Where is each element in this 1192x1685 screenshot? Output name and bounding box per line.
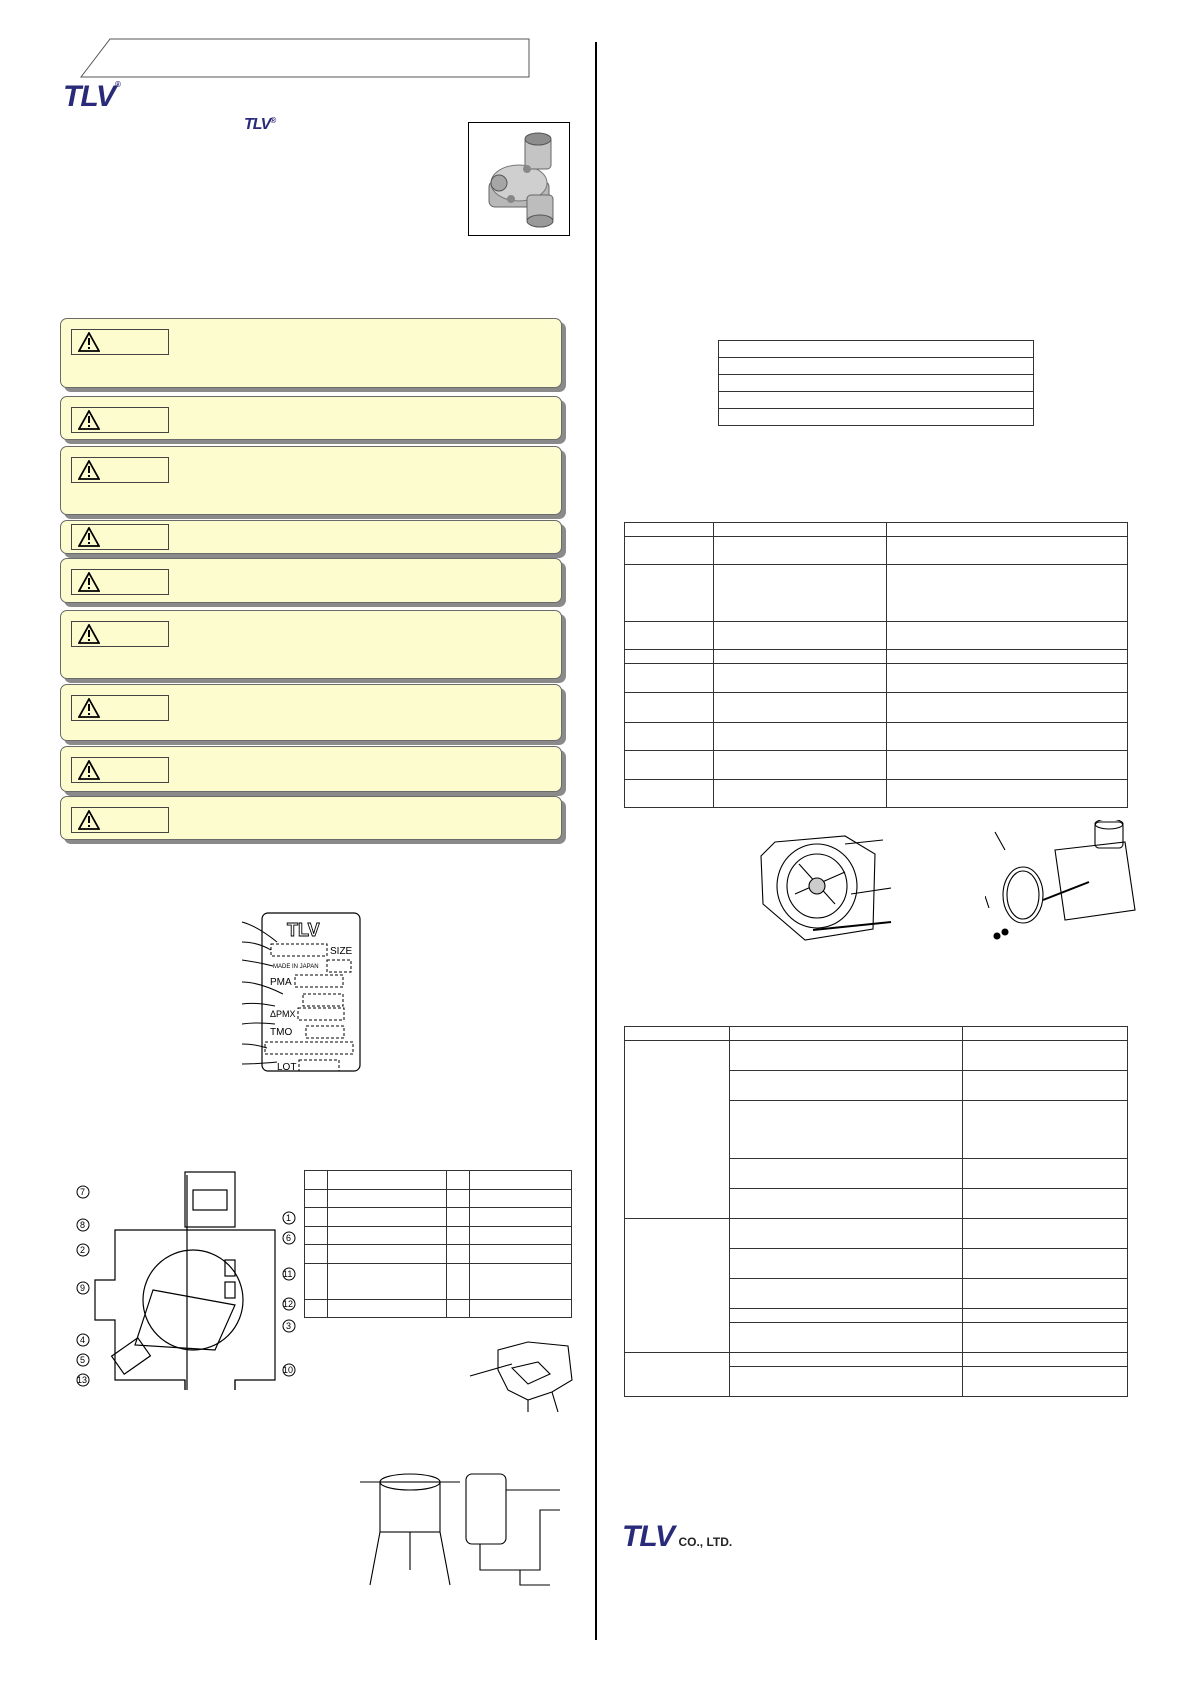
caution-label-flag [71,569,169,595]
maintenance-table [624,522,1128,808]
cross-section-drawing [75,1170,305,1390]
callout-label: 5 [80,1355,86,1365]
caution-box [60,796,562,840]
gasket-sketch [985,820,1145,940]
warning-triangle-icon [78,410,100,430]
caution-box [60,610,562,679]
caution-label-flag [71,621,169,647]
nameplate-lot-label: LOT [277,1062,297,1073]
caution-label-flag [71,807,169,833]
nameplate-dpmx-label: ΔPMX [270,1009,296,1019]
callout-label: 2 [80,1245,86,1255]
callout-label: 13 [77,1375,88,1385]
caution-label-flag [71,757,169,783]
steam-trap-image [469,123,569,235]
footer-company-suffix: CO., LTD. [678,1535,733,1549]
caution-box [60,684,562,741]
parts-table [304,1170,572,1318]
nameplate-pma-label: PMA [270,977,292,988]
nameplate-made-in: MADE IN JAPAN [273,964,319,970]
header-title-banner [80,38,530,80]
callout-label: 12 [283,1299,294,1309]
callout-label: 10 [283,1365,294,1375]
callout-label: 11 [283,1269,293,1279]
inline-tlv-logo: TLV® [244,116,276,133]
warning-triangle-icon [78,810,100,830]
caution-label-flag [71,457,169,483]
callout-label: 7 [80,1187,86,1197]
footer-tlv-mark: TLV [622,1520,675,1553]
footer-company-logo [622,1520,732,1554]
callout-label: 3 [286,1321,292,1331]
callout-label: 6 [286,1233,292,1243]
caution-box [60,396,562,440]
nameplate-tmo-label: TMO [270,1027,293,1038]
caution-label-flag [71,329,169,355]
warning-triangle-icon [78,460,100,480]
caution-label-flag [71,524,169,550]
caution-box [60,520,562,554]
caution-box [60,446,562,515]
column-divider [595,42,597,1640]
installation-sketch [360,1470,590,1590]
callout-label: 4 [80,1335,86,1345]
callout-label: 8 [80,1220,86,1230]
caution-label-flag [71,695,169,721]
warning-triangle-icon [78,572,100,592]
callout-label: 1 [286,1213,292,1223]
product-photo [468,122,570,236]
disassembly-sketch [755,834,895,944]
nameplate-size-label: SIZE [330,946,353,957]
callout-label: 9 [80,1283,86,1293]
caution-box [60,746,562,792]
nameplate-brand: TLV [287,920,320,940]
warning-triangle-icon [78,698,100,718]
caution-label-flag [71,407,169,433]
warning-triangle-icon [78,624,100,644]
warning-triangle-icon [78,527,100,547]
detail-sketch [468,1340,576,1412]
spec-table [718,340,1034,426]
troubleshooting-table [624,1026,1128,1397]
warning-triangle-icon [78,760,100,780]
warning-triangle-icon [78,332,100,352]
caution-box [60,318,562,388]
nameplate-diagram [235,912,370,1074]
tlv-logo: TLV® [63,80,120,113]
caution-box [60,558,562,603]
